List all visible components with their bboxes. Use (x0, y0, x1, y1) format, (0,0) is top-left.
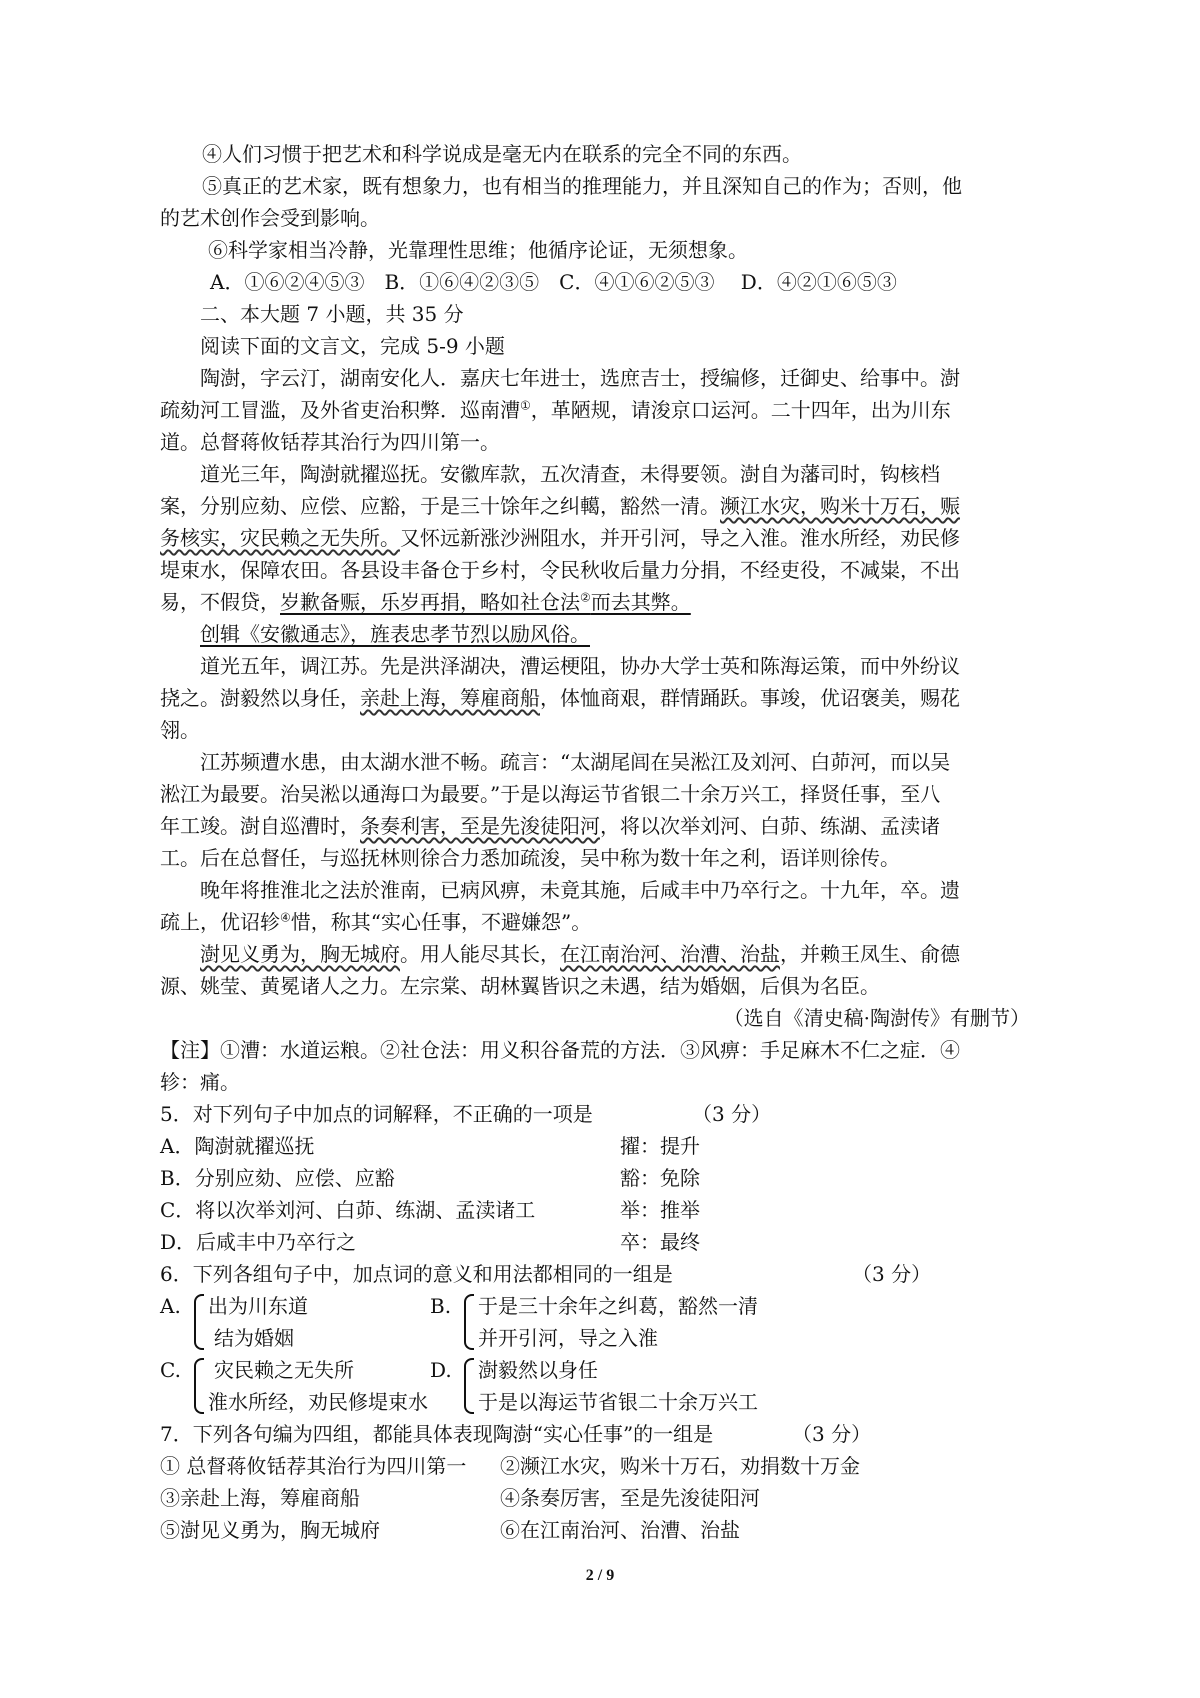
section-header: 二、本大题 7 小题，共 35 分 (200, 302, 464, 326)
paragraph-statement-5-cont: 的艺术创作会受到影响。 (160, 206, 380, 230)
source-citation: （选自《清史稿·陶澍传》有删节） (723, 1006, 1030, 1030)
text-line: 易，不假贷，岁歉备赈，乐岁再捐，略如社仓法②而去其弊。 (160, 590, 691, 614)
q5-option-c[interactable]: C．将以次举刘河、白茆、练湖、孟渎诸工 举：推举 (160, 1198, 700, 1222)
text-line: 年工竣。澍自巡漕时，条奏利害，至是先浚徒阳河，将以次举刘河、白茆、练湖、孟渎诸 (160, 814, 940, 838)
text-line (160, 618, 1030, 650)
q5-score: （3 分） (692, 1102, 772, 1126)
text-line: 晚年将推淮北之法於淮南，已病风痹，未竟其施，后咸丰中乃卒行之。十九年，卒。遗 (200, 878, 960, 902)
page-number: 2 / 9 (585, 1567, 615, 1584)
text-line: 工。后在总督任，与巡抚林则徐合力悉加疏浚，吴中称为数十年之利，语详则徐传。 (160, 846, 900, 870)
text-line: 源、姚莹、黄冕诸人之力。左宗棠、胡林翼皆识之未遇，结为婚姻，后俱为名臣。 (160, 974, 880, 998)
q6-row-cd (160, 1354, 1030, 1418)
q7-item: ⑤澍见义勇为，胸无城府 (160, 1518, 380, 1542)
text-line: 疏劾河工冒滥，及外省吏治积弊．巡南漕①，革陋规，请浚京口运河。二十四年，出为川东 (160, 398, 951, 422)
q7-item: ① 总督蒋攸铦荐其治行为四川第一 (160, 1454, 467, 1478)
q7-items-row (160, 1482, 1030, 1514)
q7-item: ⑥在江南治河、治漕、治盐 (500, 1518, 740, 1542)
q6-row-ab (160, 1290, 1030, 1354)
q6-stem: 6．下列各组句子中，加点词的意义和用法都相同的一组是 （3 分） (160, 1258, 1030, 1290)
q5-option-b[interactable]: B．分别应劾、应偿、应豁 豁：免除 (160, 1166, 700, 1190)
q6-option-a[interactable]: A. 出为川东道 结为婚姻 (160, 1290, 430, 1354)
brace-icon (190, 1290, 208, 1354)
text-line: 陶澍，字云汀，湖南安化人．嘉庆七年进士，选庶吉士，授编修，迁御史、给事中。澍 (200, 366, 960, 390)
q6-option-d[interactable]: D. 澍毅然以身任 于是以海运节省银二十余万兴工 (430, 1354, 790, 1418)
q7-item: ④条奏厉害，至是先浚徒阳河 (500, 1486, 760, 1510)
text-line: 务核实，灾民赖之无失所。又怀远新涨沙洲阻水，并开引河，导之入淮。淮水所经，劝民修 (160, 526, 960, 550)
brace-icon (460, 1290, 478, 1354)
q6-score: （3 分） (852, 1262, 932, 1286)
brace-icon (460, 1354, 478, 1418)
wavy-underlined-phrase: 务核实，灾民赖之无失所。 (160, 526, 400, 550)
q4-options: A．①⑥②④⑤③ B．①⑥④②③⑤ C．④①⑥②⑤③ D．④②①⑥⑤③ (210, 270, 897, 294)
text-line: 堤束水，保障农田。各县设丰备仓于乡村，令民秋收后量力分捐，不经吏役，不减粜，不出 (160, 558, 960, 582)
wavy-underlined-phrase: 在江南治河、治漕、治盐 (560, 942, 780, 966)
reading-instruction: 阅读下面的文言文，完成 5-9 小题 (200, 334, 505, 358)
text-line: 道光三年，陶澍就擢巡抚。安徽库款，五次清查，未得要领。澍自为藩司时，钩核档 (200, 462, 940, 486)
text-line: 江苏频遭水患，由太湖水泄不畅。疏言：“太湖尾闾在吴淞江及刘河、白茆河，而以吴 (200, 750, 951, 774)
notes-line: 【注】①漕：水道运粮。②社仓法：用义积谷备荒的方法．③风痹：手足麻木不仁之症．④ (160, 1038, 960, 1062)
q7-item: ③亲赴上海，筹雇商船 (160, 1486, 360, 1510)
q5-stem: 5．对下列句子中加点的词解释，不正确的一项是 （3 分） (160, 1098, 1030, 1130)
q7-score: （3 分） (792, 1422, 872, 1446)
text-line: 道。总督蒋攸铦荐其治行为四川第一。 (160, 430, 500, 454)
q6-option-b[interactable]: B. 于是三十余年之纠葛，豁然一清 并开引河，导之入淮 (430, 1290, 790, 1354)
wavy-underlined-phrase: 澍见义勇为，胸无城府 (200, 942, 400, 966)
classical-text (160, 362, 1030, 1546)
q5-option-d[interactable]: D．后咸丰中乃卒行之 卒：最终 (160, 1230, 700, 1254)
underlined-phrase: 岁歉备赈，乐岁再捐，略如社仓法②而去其弊。 (280, 590, 691, 614)
paragraph-statement-5: ⑤真正的艺术家，既有想象力，也有相当的推理能力，并且深知自己的作为；否则，他 (202, 174, 962, 198)
q6-option-c[interactable]: C. 灾民赖之无失所 淮水所经，劝民修堤束水 (160, 1354, 430, 1418)
wavy-underlined-phrase: 濒江水灾，购米十万石，赈 (720, 494, 960, 518)
paragraph-statement-4: ④人们习惯于把艺术和科学说成是毫无内在联系的完全不同的东西。 (202, 142, 802, 166)
exam-page (160, 138, 1030, 1546)
q7-items-row (160, 1514, 1030, 1546)
text-line: 淞江为最要。治吴淞以通海口为最要。”于是以海运节省银二十余万兴工，择贤任事，至八 (160, 782, 941, 806)
q5-option-a[interactable]: A．陶澍就擢巡抚 擢：提升 (160, 1134, 700, 1158)
text-line: 案，分别应劾、应偿、应豁，于是三十馀年之纠轕，豁然一清。濒江水灾，购米十万石，赈 (160, 494, 960, 518)
paragraph-statement-6: ⑥科学家相当冷静，光靠理性思维；他循序论证，无须想象。 (208, 238, 748, 262)
brace-icon (190, 1354, 208, 1418)
wavy-underlined-phrase: 亲赴上海，筹雇商船 (360, 686, 540, 710)
q7-item: ②濒江水灾，购米十万石，劝捐数十万金 (500, 1454, 860, 1478)
q7-stem: 7．下列各句编为四组，都能具体表现陶澍“实心任事”的一组是 （3 分） (160, 1418, 1030, 1450)
text-line: 疏上，优诏轸④惜，称其“实心任事，不避嫌怨”。 (160, 910, 592, 934)
q7-items-row (160, 1450, 1030, 1482)
underlined-phrase: 创辑《安徽通志》，旌表忠孝节烈以励风俗。 (200, 622, 590, 646)
text-line: 澍见义勇为，胸无城府。用人能尽其长，在江南治河、治漕、治盐，并赖王凤生、俞德 (200, 942, 960, 966)
wavy-underlined-phrase: 条奏利害，至是先浚徒阳河 (360, 814, 600, 838)
text-line: 道光五年，调江苏。先是洪泽湖决，漕运梗阻，协办大学士英和陈海运策，而中外纷议 (200, 654, 960, 678)
text-line: 挠之。澍毅然以身任，亲赴上海，筹雇商船，体恤商艰，群情踊跃。事竣，优诏褒美，赐花 (160, 686, 960, 710)
notes-line: 轸：痛。 (160, 1070, 240, 1094)
text-line: 翎。 (160, 718, 200, 742)
